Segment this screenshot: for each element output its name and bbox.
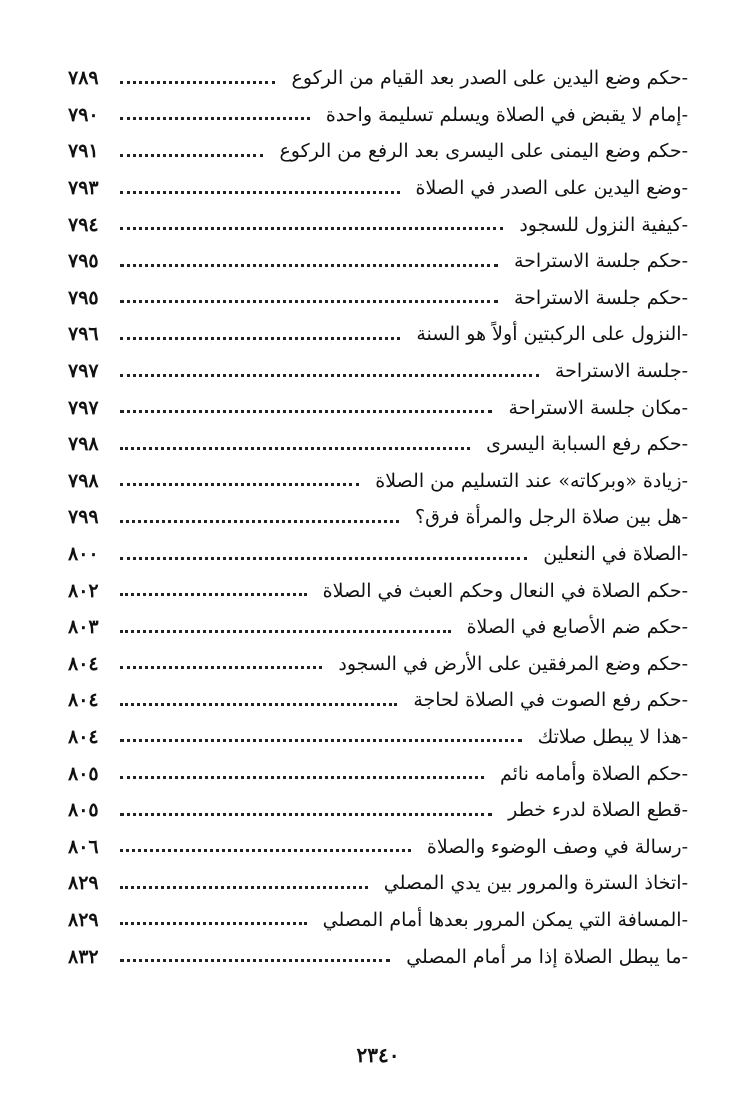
toc-entry-page: ٨٢٩ <box>68 872 99 895</box>
dot-leader <box>120 154 263 157</box>
toc-entry-title: -إمام لا يقبض في الصلاة ويسلم تسليمة واحدة <box>325 103 688 126</box>
toc-entry-page: ٧٩٥ <box>68 250 99 273</box>
dot-leader <box>120 849 411 852</box>
toc-entry <box>68 316 688 353</box>
toc-entry <box>68 572 688 609</box>
toc-entry-page: ٨٢٩ <box>68 908 99 931</box>
toc-entry-page: ٨٠٣ <box>68 616 99 639</box>
dot-leader <box>120 117 310 120</box>
toc-entry-page: ٧٩٣ <box>68 177 99 200</box>
toc-entry-page: ٨٠٥ <box>68 799 99 822</box>
dot-leader <box>120 776 484 779</box>
dot-leader <box>120 630 451 633</box>
toc-entry-page: ٨٠٢ <box>68 579 99 602</box>
toc-entry-page: ٧٩١ <box>68 140 99 163</box>
toc-entry-title: -اتخاذ السترة والمرور بين يدي المصلي <box>383 872 688 895</box>
toc-entry-title: -وضع اليدين على الصدر في الصلاة <box>415 177 688 200</box>
toc-entry-page: ٧٩٠ <box>68 103 99 126</box>
toc-entry <box>68 389 688 426</box>
toc-entry <box>68 463 688 500</box>
toc-entry-title: -الصلاة في النعلين <box>543 543 688 566</box>
toc-entry <box>68 792 688 829</box>
dot-leader <box>120 264 498 267</box>
dot-leader <box>120 483 359 486</box>
toc-entry <box>68 536 688 573</box>
toc-entry-page: ٧٩٤ <box>68 213 99 236</box>
dot-leader <box>120 337 400 340</box>
toc-entry-title: -النزول على الركبتين أولاً هو السنة <box>416 323 688 346</box>
toc-entry-title: -حكم ضم الأصابع في الصلاة <box>466 616 688 639</box>
toc-entry-title: -رسالة في وصف الوضوء والصلاة <box>426 835 688 858</box>
toc-entry-title: -حكم جلسة الاستراحة <box>513 286 688 309</box>
toc-entry-page: ٧٩٦ <box>68 323 99 346</box>
dot-leader <box>120 520 399 523</box>
dot-leader <box>120 300 498 303</box>
toc-entry <box>68 60 688 97</box>
toc-entry <box>68 828 688 865</box>
toc-entry-page: ٧٩٧ <box>68 360 99 383</box>
toc-entry <box>68 865 688 902</box>
dot-leader <box>120 739 522 742</box>
dot-leader <box>120 959 390 962</box>
toc-entry-page: ٨٣٢ <box>68 945 99 968</box>
dot-leader <box>120 374 539 377</box>
dot-leader <box>120 886 368 889</box>
toc-entry-page: ٨٠٥ <box>68 762 99 785</box>
dot-leader <box>120 447 470 450</box>
toc-entry-page: ٧٨٩ <box>68 67 99 90</box>
toc-entry-title: -حكم وضع اليمنى على اليسرى بعد الرفع من الركوع <box>279 140 688 163</box>
toc-entry <box>68 755 688 792</box>
toc-entry-page: ٨٠٤ <box>68 689 99 712</box>
toc-entry-page: ٧٩٩ <box>68 506 99 529</box>
toc-entry-page: ٨٠٠ <box>68 543 99 566</box>
toc-entry-title: -حكم وضع اليدين على الصدر بعد القيام من الركوع <box>291 67 688 90</box>
toc-entry <box>68 426 688 463</box>
toc-entry <box>68 682 688 719</box>
dot-leader <box>120 813 492 816</box>
dot-leader <box>120 593 307 596</box>
toc-entry <box>68 206 688 243</box>
toc-entry <box>68 97 688 134</box>
toc-entry-page: ٧٩٥ <box>68 286 99 309</box>
toc-entry <box>68 170 688 207</box>
dot-leader <box>120 227 503 230</box>
toc-entry-title: -هذا لا يبطل صلاتك <box>537 725 688 748</box>
dot-leader <box>120 703 397 706</box>
toc-entry <box>68 243 688 280</box>
toc-entry-title: -حكم رفع السبابة اليسرى <box>486 433 688 456</box>
dot-leader <box>120 557 527 560</box>
toc-entry-title: -زيادة «وبركاته» عند التسليم من الصلاة <box>375 469 688 492</box>
toc-entry <box>68 719 688 756</box>
table-of-contents <box>68 60 688 975</box>
toc-entry <box>68 646 688 683</box>
toc-entry-title: -كيفية النزول للسجود <box>519 213 688 236</box>
toc-entry-title: -هل بين صلاة الرجل والمرأة فرق؟ <box>415 506 688 529</box>
toc-entry-title: -حكم جلسة الاستراحة <box>513 250 688 273</box>
dot-leader <box>120 922 307 925</box>
toc-entry <box>68 499 688 536</box>
toc-entry <box>68 133 688 170</box>
toc-entry-page: ٧٩٨ <box>68 433 99 456</box>
toc-entry-page: ٨٠٤ <box>68 652 99 675</box>
toc-entry-page: ٧٩٨ <box>68 469 99 492</box>
toc-entry <box>68 938 688 975</box>
dot-leader <box>120 410 492 413</box>
toc-entry <box>68 609 688 646</box>
dot-leader <box>120 81 275 84</box>
page-number: ٢٣٤٠ <box>356 1043 400 1067</box>
toc-entry-page: ٨٠٤ <box>68 725 99 748</box>
dot-leader <box>120 666 322 669</box>
toc-entry-title: -حكم الصلاة في النعال وحكم العبث في الصلاة <box>322 579 688 602</box>
toc-entry-title: -المسافة التي يمكن المرور بعدها أمام المصلي <box>322 908 688 931</box>
toc-entry-title: -ما يبطل الصلاة إذا مر أمام المصلي <box>406 945 688 968</box>
toc-entry-title: -حكم وضع المرفقين على الأرض في السجود <box>338 652 688 675</box>
toc-entry-page: ٨٠٦ <box>68 835 99 858</box>
toc-entry-page: ٧٩٧ <box>68 396 99 419</box>
toc-entry <box>68 902 688 939</box>
toc-entry-title: -جلسة الاستراحة <box>554 360 688 383</box>
toc-entry-title: -قطع الصلاة لدرء خطر <box>508 799 688 822</box>
toc-entry <box>68 353 688 390</box>
toc-entry-title: -مكان جلسة الاستراحة <box>508 396 688 419</box>
toc-entry-title: -حكم الصلاة وأمامه نائم <box>499 762 688 785</box>
toc-entry <box>68 280 688 317</box>
dot-leader <box>120 191 400 194</box>
toc-entry-title: -حكم رفع الصوت في الصلاة لحاجة <box>413 689 688 712</box>
